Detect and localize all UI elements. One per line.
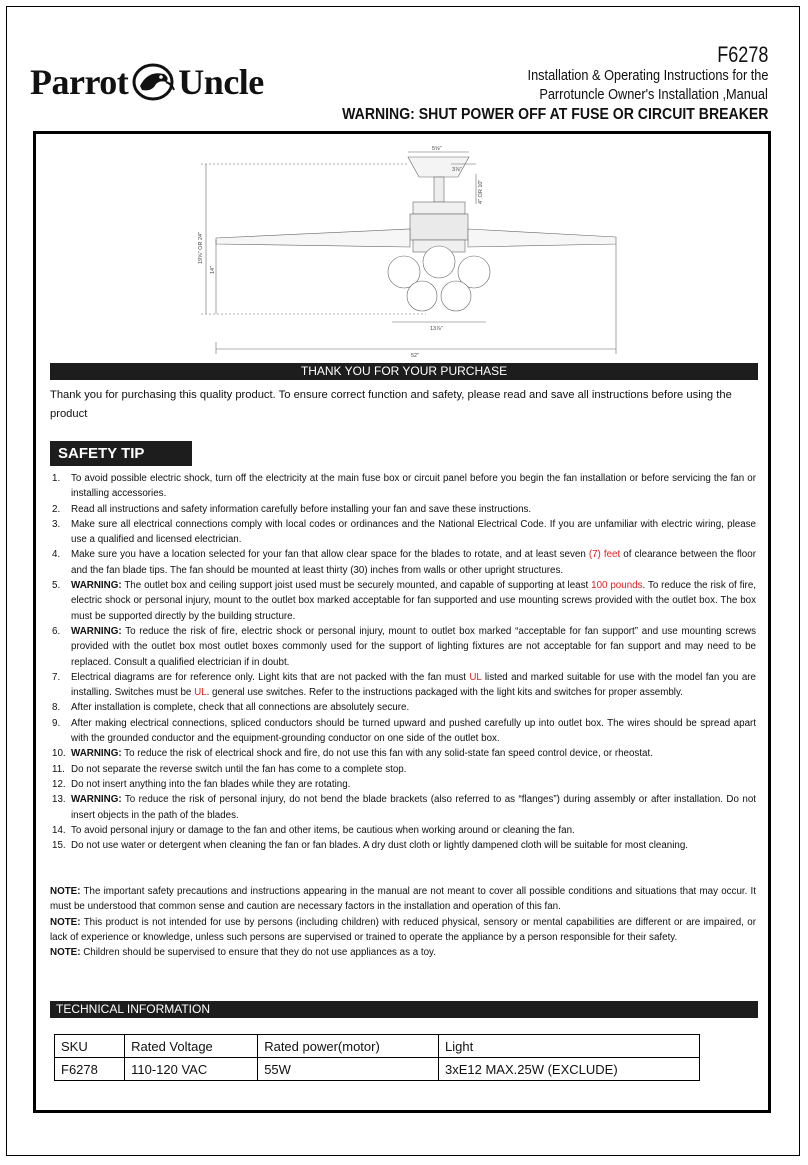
note-paragraph [50,945,756,960]
safety-tip-n: 2. [52,503,61,515]
fan-dimension-diagram [186,144,646,364]
safety-tip-n: 6. [52,625,61,637]
safety-tip-item [50,670,756,701]
technical-header-row [55,1035,700,1058]
dim-light-label: 13⅞" [430,326,443,332]
dim-height-outer-label: 19⅝" OR 24" [198,231,204,264]
safety-tip-n: 4. [52,549,61,561]
header-voltage: Rated Voltage [125,1035,258,1058]
header-sku: SKU [55,1035,125,1058]
safety-tip-item [50,792,756,823]
safety-tip-html: After making electrical connections, spliced conductors should be turned upward and pushed carefully up into outlet box. The wires should be spread apart with the grounded conductor and the equipment-grounding conductor on one side of the outlet box. [71,717,756,745]
safety-tip-n: 5. [52,580,61,592]
safety-tip-item [50,762,756,777]
safety-tip-post: To reduce the risk of personal injury, do not bend the blade brackets (also referred to as “flanges”) during assembly or after installation. Do not insert objects in the path of the blades. [71,794,756,821]
safety-tip-pre: Make sure you have a location selected for your fan that allow clear space for the blades to rotate, and at least seven [71,549,589,561]
value-sku: F6278 [55,1058,125,1081]
safety-tip-bold: WARNING: [71,748,122,760]
safety-tip-post: . To reduce the risk of fire, electric shock or personal injury, mount to the outlet box marked acceptable for fan supported and use mounting screws provided with the outlet box. The box must be supported directly by the building structure. [71,580,756,622]
safety-tip-html: Do not use water or detergent when cleaning the fan or fan blades. A dry dust cloth or lightly dampened cloth will be suitable for most cleaning. [71,840,689,852]
safety-tip-heading: SAFETY TIP [50,441,192,466]
safety-tip-post: of clearance between the floor and the fan blade tips. The fan should be mounted at least thirty (30) inches from walls or other upright structures. [71,549,756,576]
safety-tip-item [50,471,756,502]
safety-tip-html: Do not separate the reverse switch until the fan has come to a complete stop. [71,763,407,775]
subtitle-line-2: Parrotuncle Owner's Installation ,Manual [539,86,768,103]
safety-tip-item [50,838,756,853]
safety-tip-n: 7. [52,671,61,683]
brand-logo [30,62,264,102]
safety-tip-red: 100 pounds [591,580,643,592]
notes-section [50,884,756,960]
safety-tip-html: After installation is complete, check that all connections are absolutely secure. [71,702,410,714]
safety-tip-bold: WARNING: [71,625,122,637]
note-paragraph [50,915,756,946]
parrot-emblem-icon [130,62,176,102]
content-frame [33,131,771,1113]
thank-you-text: Thank you for purchasing this quality product. To ensure correct function and safety, please read and save all instructions before using the product [50,389,732,420]
note-text: The important safety precautions and instructions appearing in the manual are not meant to cover all possible conditions and situations that may occur. It must be understood that common sense and caution are necessary factors in the installation and operation of this fan. [50,886,756,913]
safety-tip-n: 10. [52,748,66,760]
safety-tip-pre: The outlet box and ceiling support joist used must be securely mounted, and capable of supporting at least [121,580,592,592]
safety-tip-n: 9. [52,717,61,729]
header-power: Rated power(motor) [258,1035,439,1058]
safety-tip-item [50,547,756,578]
safety-tip-n: 11. [52,763,65,775]
brand-name-left: Parrot [30,62,129,102]
note-text: This product is not intended for use by persons (including children) with reduced physical, sensory or mental capabilities are different or are impaired, or lack of experience or knowledge, unless such persons are supervised or trained to operate the appliance by a person responsible for their safety. [50,916,756,943]
power-off-warning: WARNING: SHUT POWER OFF AT FUSE OR CIRCUIT BREAKER [341,106,768,123]
value-power: 55W [258,1058,439,1081]
safety-tip-post: To reduce the risk of fire, electric shock or personal injury, mount to outlet box marked “acceptable for fan support” and use mounting screws provided with the outlet box most outlet boxes commonly used for the support of lighting fixtures are not acceptable for fan support and may need to be replaced. Consult a qualified electrician if in doubt. [71,625,756,668]
safety-tip-html: Make sure all electrical connections comply with local codes or ordinances and the National Electrical Code. If you are unfamiliar with electric wiring, please use a qualified and licensed electrician. [71,518,756,546]
dim-canopy-label: 3⅞" [452,167,462,173]
note-label: NOTE: [50,947,81,959]
safety-tip-item [50,823,756,838]
technical-value-row [55,1058,700,1081]
safety-tip-n: 3. [52,518,61,530]
safety-tip-n: 8. [52,702,61,714]
safety-tip-red: UL [469,671,482,683]
safety-tip-item [50,716,756,747]
safety-tip-html: Read all instructions and safety information carefully before installing your fan and save these instructions. [71,503,532,515]
safety-tip-mid: listed and marked suitable for use with the model fan you are installing. Switches must be [71,671,756,699]
technical-info-bar: TECHNICAL INFORMATION [50,1001,758,1018]
header-light: Light [438,1035,699,1058]
note-label: NOTE: [50,916,81,928]
note-text: Children should be supervised to ensure that they do not use appliances as a toy. [80,947,436,959]
safety-tip-red: (7) feet [588,549,621,561]
technical-table [54,1034,700,1081]
safety-tip-n: 1. [52,473,61,484]
safety-tip-n: 12. [52,778,66,790]
safety-tip-post: To reduce the risk of electrical shock and fire, do not use this fan with any solid-state fan speed control device, or rheostat. [121,748,653,760]
value-voltage: 110-120 VAC [125,1058,258,1081]
safety-tip-bold: WARNING: [71,794,122,806]
safety-tip-n: 14. [52,824,66,836]
safety-tip-item [50,502,756,517]
safety-tip-item [50,700,756,715]
safety-tip-item [50,578,756,624]
safety-tip-list [50,471,756,853]
safety-tip-bold: WARNING: [71,580,122,592]
note-label: NOTE: [50,886,81,897]
safety-tip-item [50,624,756,670]
note-paragraph [50,884,756,915]
safety-tip-pre: Electrical diagrams are for reference only. Light kits that are not packed with the fan must [71,671,470,683]
safety-tip-item [50,777,756,792]
dim-top-label: 5⅝" [432,146,442,152]
safety-tip-post: . general use switches. Refer to the instructions packaged with the light kits and switches for proper assembly. [206,687,683,699]
brand-name-right: Uncle [178,62,264,102]
model-number: F6278 [716,42,768,67]
safety-tip-html: Do not insert anything into the fan blades while they are rotating. [71,778,351,790]
dim-downrod-label: 4" OR 10" [478,179,484,204]
dim-height-inner-label: 14" [210,265,216,274]
safety-tip-item [50,746,756,761]
safety-tip-html: To avoid possible electric shock, turn off the electricity at the main fuse box or circuit panel before you begin the fan installation or before servicing the fan or installing accessories. [71,473,756,500]
thank-you-bar: THANK YOU FOR YOUR PURCHASE [50,363,758,380]
dim-span-label: 52" [411,353,420,359]
value-light: 3xE12 MAX.25W (EXCLUDE) [438,1058,699,1081]
subtitle-line-1: Installation & Operating Instructions for the [527,67,768,84]
safety-tip-item [50,517,756,548]
safety-tip-red2: UL [194,687,207,699]
safety-tip-n: 15. [52,840,66,852]
safety-tip-html: To avoid personal injury or damage to the fan and other items, be cautious when working around or cleaning the fan. [71,824,575,836]
safety-tip-n: 13. [52,794,66,806]
